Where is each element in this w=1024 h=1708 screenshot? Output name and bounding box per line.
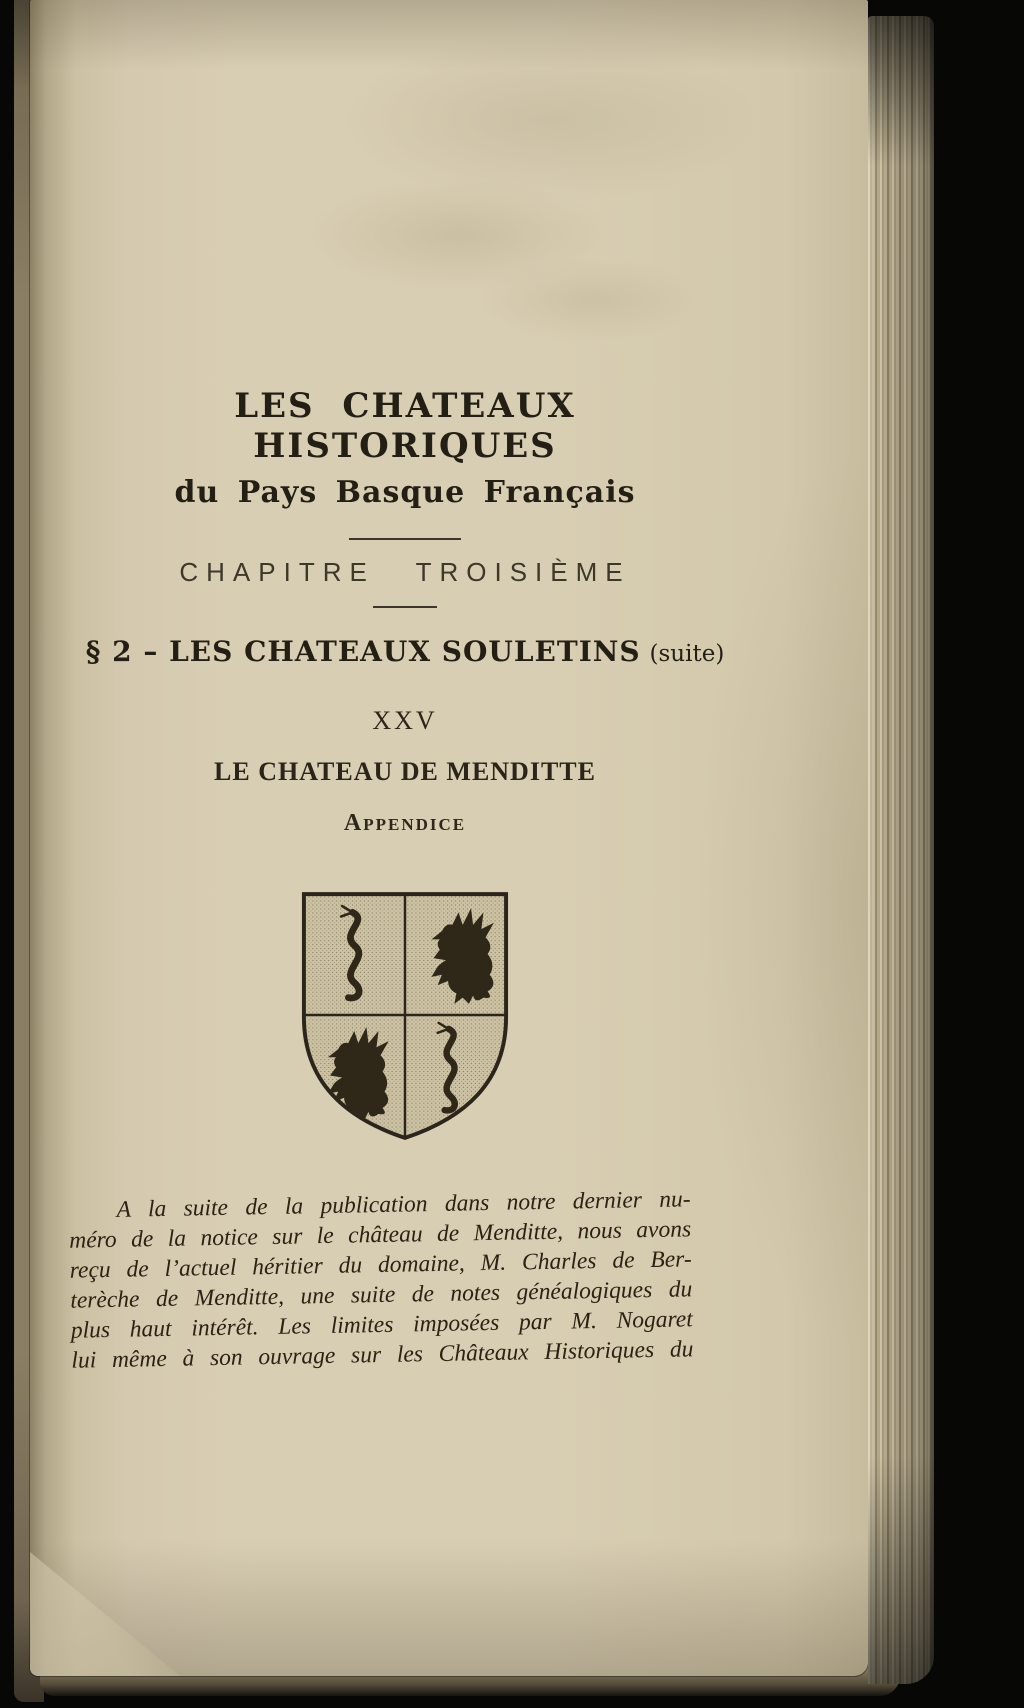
body-line: terèche de Menditte, une suite de notes généalogiques du <box>70 1276 693 1314</box>
page-content <box>68 0 730 1374</box>
section-heading-suffix: (suite) <box>649 641 725 667</box>
chapter-heading: CHAPITRE TROISIÈME <box>179 557 631 587</box>
body-line: A la suite de la publication dans notre dernier nu- <box>116 1186 691 1223</box>
body-line: lui même à son ouvrage sur les Châteaux Historiques du <box>71 1336 694 1374</box>
body-line: plus haut intérêt. Les limites imposées par M. Nogaret <box>70 1306 694 1344</box>
book-title-line2: du Pays Basque Français <box>174 475 636 510</box>
section-heading <box>80 634 730 672</box>
body-paragraph <box>68 1184 693 1375</box>
body-line: méro de la notice sur le château de Menditte, nous avons <box>68 1216 692 1254</box>
roman-numeral-heading: XXV <box>372 706 438 735</box>
body-line: reçu de l’actuel héritier du domaine, M. Charles de Ber- <box>69 1246 692 1284</box>
chateau-heading: LE CHATEAU DE MENDITTE <box>214 757 596 786</box>
divider-rule-small <box>373 606 437 608</box>
page-edge-stack-right <box>868 16 934 1684</box>
book-page <box>30 0 868 1676</box>
coat-of-arms <box>296 888 514 1144</box>
section-heading-main: § 2 – LES CHATEAUX SOULETINS <box>85 635 641 668</box>
appendix-heading: Appendice <box>343 810 467 836</box>
book-title-line1: LES CHATEAUX HISTORIQUES <box>234 386 576 466</box>
divider-rule-large <box>349 538 461 540</box>
